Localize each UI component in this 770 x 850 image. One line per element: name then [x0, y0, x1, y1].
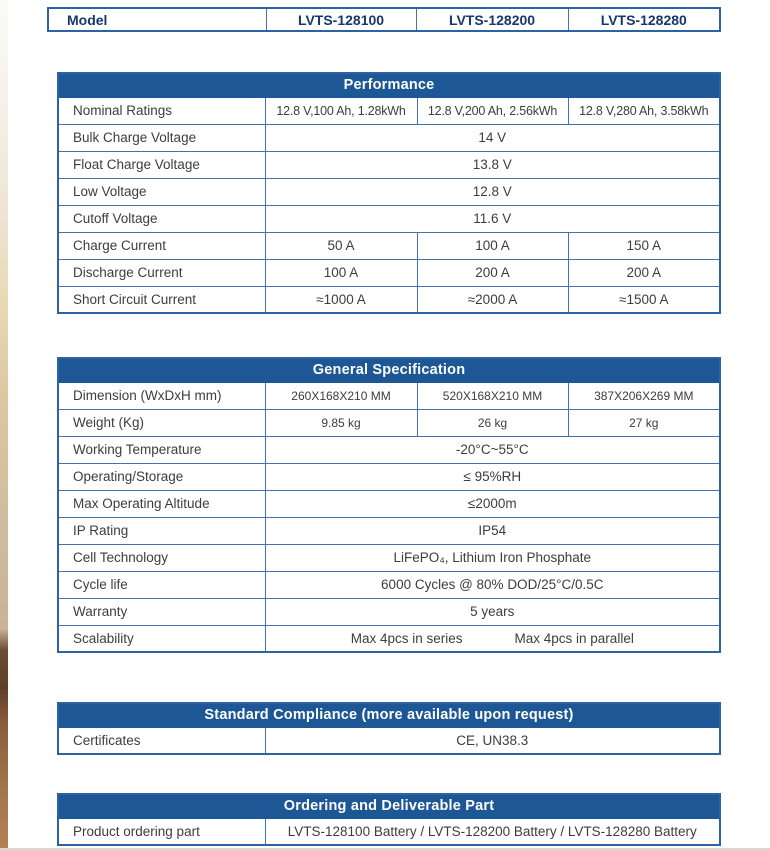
- row-label: Nominal Ratings: [58, 97, 265, 124]
- table-row: [58, 205, 720, 232]
- row-value: 14 V: [265, 124, 720, 151]
- model-table: [47, 7, 721, 32]
- row-value: ≈1000 A: [265, 286, 417, 313]
- table-row: [58, 436, 720, 463]
- model-name-1: LVTS-128100: [266, 8, 416, 31]
- table-row: [58, 124, 720, 151]
- row-value: [265, 625, 720, 652]
- row-label: Operating/Storage: [58, 463, 265, 490]
- row-value: 520X168X210 MM: [417, 382, 568, 409]
- row-label: Charge Current: [58, 232, 265, 259]
- compliance-section-title: Standard Compliance (more available upon request): [58, 703, 720, 727]
- row-value: 26 kg: [417, 409, 568, 436]
- table-row: [58, 259, 720, 286]
- row-value: 200 A: [417, 259, 568, 286]
- background-photo-edge: [0, 0, 8, 850]
- row-label: Product ordering part: [58, 818, 265, 845]
- table-row: [58, 463, 720, 490]
- table-row: [58, 517, 720, 544]
- row-value: -20°C~55°C: [265, 436, 720, 463]
- row-value: 11.6 V: [265, 205, 720, 232]
- row-label: Scalability: [58, 625, 265, 652]
- row-label: Cell Technology: [58, 544, 265, 571]
- row-value: ≈1500 A: [568, 286, 720, 313]
- row-value: 200 A: [568, 259, 720, 286]
- table-row: [58, 544, 720, 571]
- row-label: Weight (Kg): [58, 409, 265, 436]
- row-value: 12.8 V: [265, 178, 720, 205]
- table-row: [58, 382, 720, 409]
- table-row: [58, 97, 720, 124]
- scalability-parallel: Max 4pcs in parallel: [514, 630, 634, 646]
- table-row: [58, 727, 720, 754]
- row-label: Working Temperature: [58, 436, 265, 463]
- table-row: [58, 409, 720, 436]
- table-row: [58, 490, 720, 517]
- table-row: [58, 232, 720, 259]
- row-value: 6000 Cycles @ 80% DOD/25°C/0.5C: [265, 571, 720, 598]
- general-section-title: General Specification: [58, 358, 720, 382]
- row-value: ≤ 95%RH: [265, 463, 720, 490]
- row-value: 150 A: [568, 232, 720, 259]
- row-value: LiFePO₄, Lithium Iron Phosphate: [265, 544, 720, 571]
- table-row: [58, 625, 720, 652]
- row-value: 9.85 kg: [265, 409, 417, 436]
- row-value: 5 years: [265, 598, 720, 625]
- standard-compliance-table: [57, 702, 721, 755]
- row-label: Dimension (WxDxH mm): [58, 382, 265, 409]
- performance-table: [57, 72, 721, 314]
- table-row: [58, 151, 720, 178]
- row-value: ≈2000 A: [417, 286, 568, 313]
- row-label: Certificates: [58, 727, 265, 754]
- table-row: [58, 178, 720, 205]
- row-value: 260X168X210 MM: [265, 382, 417, 409]
- table-row: [58, 598, 720, 625]
- general-specification-table: [57, 357, 721, 653]
- row-value: LVTS-128100 Battery / LVTS-128200 Battery / LVTS-128280 Battery: [265, 818, 720, 845]
- row-value: 13.8 V: [265, 151, 720, 178]
- model-row: [48, 8, 720, 31]
- row-value: 50 A: [265, 232, 417, 259]
- row-label: Max Operating Altitude: [58, 490, 265, 517]
- table-row: [58, 286, 720, 313]
- row-label: IP Rating: [58, 517, 265, 544]
- ordering-section-title: Ordering and Deliverable Part: [58, 794, 720, 818]
- row-label: Discharge Current: [58, 259, 265, 286]
- row-label: Low Voltage: [58, 178, 265, 205]
- model-name-2: LVTS-128200: [416, 8, 568, 31]
- row-label: Warranty: [58, 598, 265, 625]
- ordering-table: [57, 793, 721, 846]
- row-value: 100 A: [265, 259, 417, 286]
- row-value: CE, UN38.3: [265, 727, 720, 754]
- row-value: 12.8 V,100 Ah, 1.28kWh: [265, 97, 417, 124]
- row-label: Cutoff Voltage: [58, 205, 265, 232]
- row-value: IP54: [265, 517, 720, 544]
- scalability-series: Max 4pcs in series: [350, 630, 463, 646]
- row-value: 387X206X269 MM: [568, 382, 720, 409]
- row-value: 12.8 V,280 Ah, 3.58kWh: [568, 97, 720, 124]
- row-value: 27 kg: [568, 409, 720, 436]
- row-label: Bulk Charge Voltage: [58, 124, 265, 151]
- row-value: 100 A: [417, 232, 568, 259]
- row-label: Cycle life: [58, 571, 265, 598]
- row-value: 12.8 V,200 Ah, 2.56kWh: [417, 97, 568, 124]
- table-row: [58, 571, 720, 598]
- row-label: Float Charge Voltage: [58, 151, 265, 178]
- row-value: ≤2000m: [265, 490, 720, 517]
- performance-section-title: Performance: [58, 73, 720, 97]
- model-header-label: Model: [48, 8, 266, 31]
- row-label: Short Circuit Current: [58, 286, 265, 313]
- table-row: [58, 818, 720, 845]
- model-name-3: LVTS-128280: [568, 8, 720, 31]
